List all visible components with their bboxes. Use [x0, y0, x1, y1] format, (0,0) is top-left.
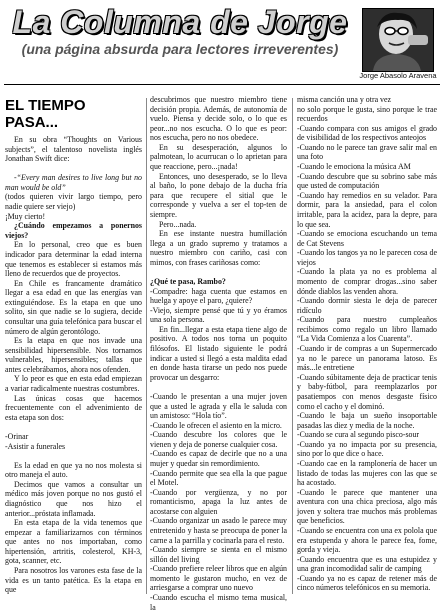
article-paragraph: -Cuando descubre que su sobrino sabe más que usted de computación — [297, 171, 437, 191]
paragraph-spacer — [150, 267, 287, 277]
article-paragraph: -Cuando encuentra que es una estupidez y una gran incomodidad salir de camping — [297, 554, 437, 574]
article-paragraph: ¡Muy cierto! — [5, 211, 46, 221]
article-paragraph: En esta etapa de la vida tenemos que empezar a familiarizarnos con términos que antes no nos importaban, como hipertensión, artritis, colesterol, KH-3, gota, scanner, etc. — [5, 518, 142, 566]
article-paragraph: -Cuando le ofrecen el asiento en la micro. — [150, 420, 282, 430]
article-paragraph: -Cuando escucha el mismo tema musical, la — [150, 593, 287, 612]
article-paragraph: descubrimos que nuestro miembro tiene decisión propia. Además, de autonomía de vuelo. Piensa y decide solo, o lo que es peor...no nos escucha. O lo que es peor: nos escucha, pero no nos obedece. — [150, 95, 287, 143]
article-paragraph: -Cuando ya no impacta por su presencia, sino por lo que dice o hace. — [297, 439, 437, 459]
masthead — [0, 0, 443, 92]
article-paragraph: -Cuando hay remedios en su velador. Para dormir, para la ansiedad, para el colon irritable, para la acidez, para la depre, para lo que sea. — [297, 190, 437, 229]
paragraph-spacer — [150, 382, 287, 392]
headline-line: PASA... — [5, 114, 59, 131]
article-paragraph: -Cuando se encuentra con una ex polola que era estupenda y ahora le parece fea, fome, gorda y vieja. — [297, 526, 437, 555]
article-paragraph: -Cuando permite que sea ella la que pague el Motel. — [150, 468, 287, 488]
article-paragraph: -Cuando ya no es capaz de retener más de cinco números telefónicos en su memoria. — [297, 573, 437, 593]
masthead-title: La Columna de Jorge — [12, 4, 348, 40]
article-paragraph: ¿Cuándo empezamos a ponernos viejos? — [5, 221, 142, 240]
column-divider — [146, 98, 147, 594]
article-paragraph: -Cuando es capaz de decirle que no a una mujer y quedar sin remordimiento. — [150, 449, 287, 468]
article-column-1 — [5, 95, 142, 597]
article-paragraph: -Cuando se cura al segundo pisco-sour — [297, 430, 420, 440]
article-paragraph: En ese instante nuestra humillación llega a un grado supremo y tratamos a nuestro miembro con cariño, casi con mimos, con frases cariñosas como: — [150, 229, 287, 267]
article-paragraph: Pero...nada. — [159, 219, 197, 229]
article-paragraph: -Cuando le presentan a una mujer joven que a usted le agrada y ella le saluda con un amistoso: “Hola tío”. — [150, 391, 287, 421]
article-paragraph: -Asistir a funerales — [5, 441, 66, 451]
author-photo — [362, 8, 434, 72]
article-paragraph: -Cuando prefiere releer libros que en algún momento le gustaron mucho, en vez de arriesgarse a comprar uno nuevo — [150, 564, 287, 593]
article-paragraph: -“Every man desires to live long but no man would be old” — [5, 173, 142, 192]
article-paragraph: (todos quieren vivir largo tiempo, pero nadie quiere ser viejo) — [5, 192, 142, 212]
article-paragraph: -Cuando organizar un asado le parece muy entretenido y hasta se preocupa de poner la carne a la parrilla y cocinarla para el resto. — [150, 516, 287, 545]
article-paragraph: no solo porque le gusta, sino porque le trae recuerdos — [297, 104, 437, 124]
article-paragraph: Entonces, uno desesperado, se lo lleva al baño, lo pone debajo de la ducha fría para que recupere el sitial que le corresponde y vuelva a ser el top-ten de siempre. — [150, 171, 287, 219]
article-paragraph: En fin...llegar a esta etapa tiene algo de positivo. A todos nos torna un poquito filósofos. El listado siguiente le podrá indicar a usted si llegó a esta maldita edad en donde hasta tirarse un pedo nos puede provocar un desgarro: — [150, 324, 287, 382]
article-paragraph: -Orinar — [5, 431, 29, 441]
masthead-subtitle: (una página absurda para lectores irreverentes) — [21, 41, 339, 57]
article-paragraph: -Compadre: haga cuenta que estamos en huelga y apoye el paro, ¿quiere? — [150, 286, 287, 306]
article-paragraph: Para nosotros los varones esta fase de la vida es un tanto patética. Es la etapa en que — [5, 566, 142, 595]
article-paragraph: Las únicas cosas que hacemos frecuentemente con el advenimiento de esta etapa son dos: — [5, 393, 142, 422]
article-paragraph: En Chile es francamente dramático llegar a esa edad en que las energías van extinguiéndose. Es la etapa en que uno solito, sin que nadie se lo sugiera, decide consultar una guía telefónica para buscar el número de algún gerontólogo. — [5, 278, 142, 336]
paragraph-spacer — [5, 451, 142, 461]
article-paragraph: -Cuando la plata ya no es problema al momento de comprar drogas...sino saber dónde diablos las venden ahora. — [297, 267, 437, 296]
column-divider — [292, 98, 293, 594]
article-paragraph: misma canción una y otra vez — [297, 95, 391, 104]
article-paragraph: -Cuando los tangos ya no le parecen cosa de viejos — [297, 248, 437, 267]
article-paragraph: -Cuando ir de compras a un Supermercado ya no le parece un panorama latoso. Es más...le entretiene — [297, 344, 437, 373]
article-paragraph: -Cuando dormir siesta le deja de parecer ridículo — [297, 296, 437, 315]
article-paragraph: -Cuando descubre los colores que le vienen y deja de ponerse cualquier cosa. — [150, 430, 287, 449]
article-paragraph: -Cuando le baja un sueño insoportable pasadas las diez y media de la noche. — [297, 411, 437, 430]
article-paragraph: Es la etapa en que nos invade una sensibilidad hipersensible. Nos tornamos vulnerables, hipersensibles; tallas que antes celebrábamos, ahora nos ofenden. — [5, 336, 142, 374]
article-paragraph: -Cuando siempre se sienta en el mismo sillón del living — [150, 545, 287, 564]
masthead-divider — [4, 84, 440, 85]
article-paragraph: -Cuando cae en la ramplonería de hacer un listado de todas las mujeres con las que se ha acostado. — [297, 458, 437, 488]
article-paragraph: -Cuando por vergüenza, y no por romanticismo, apaga la luz antes de acostarse con alguien — [150, 487, 287, 516]
article-paragraph: En su obra “Thoughts on Various subjects”, el talentoso novelista inglés Jonathan Swift dice: — [5, 135, 142, 164]
article-paragraph: En lo personal, creo que es buen indicador para determinar la edad interna que tenemos es establecer si estamos más lleno de recuerdos que de proyectos. — [5, 240, 142, 279]
article-paragraph: -Cuando no le parece tan grave salir mal en una foto — [297, 142, 437, 162]
article-column-2 — [150, 95, 287, 612]
article-headline — [5, 97, 142, 131]
article-paragraph: -Cuando compara con sus amigos el grado de visibilidad de los respectivos anteojos — [297, 123, 437, 143]
paragraph-spacer — [5, 164, 142, 174]
article-paragraph: En su desesperación, algunos lo palmotean, lo acurrucan o lo aprietan para que reaccione, pero...¡nada! — [150, 142, 287, 172]
article-paragraph: Y lo peor es que en esta edad empiezan a variar radicalmente nuestras costumbres. — [5, 374, 142, 394]
author-name: Jorge Abasolo Aravena — [359, 71, 437, 80]
paragraph-spacer — [5, 422, 142, 432]
headline-line: EL TIEMPO — [5, 97, 86, 114]
article-paragraph: Es la edad en que ya no nos molesta si otro maneja el auto. — [5, 460, 142, 480]
article-paragraph: -Viejo, siempre pensé que tú y yo éramos una sola persona. — [150, 305, 287, 325]
article-paragraph: -Cuando le parece que mantener una aventura con una chica preciosa, algo más joven y soltera trae muchos más problemas que beneficios. — [297, 487, 437, 526]
article-paragraph: ¿Qué te pasa, Rambo? — [150, 276, 226, 286]
article-paragraph: -Cuando se emociona escuchando un tema de Cat Stevens — [297, 229, 437, 248]
article-paragraph: -Cuando para nuestro cumpleaños recibimos como regalo un libro llamado “La Vida Comienza a los Cuarenta”. — [297, 315, 437, 344]
article-paragraph: -Cuando súbitamente deja de practicar tenis y baby-fútbol, para reemplazarlos por pasatiempos con menos desgaste físico como el cacho y el dominó. — [297, 372, 437, 411]
article-paragraph: Decimos que vamos a consultar un médico más joven porque no nos gustó el diagnóstico que nos hizo el anterior...próstata inflamada. — [5, 479, 142, 518]
article-paragraph: -Cuando le emociona la música AM — [297, 162, 411, 172]
article-column-3 — [297, 95, 437, 597]
